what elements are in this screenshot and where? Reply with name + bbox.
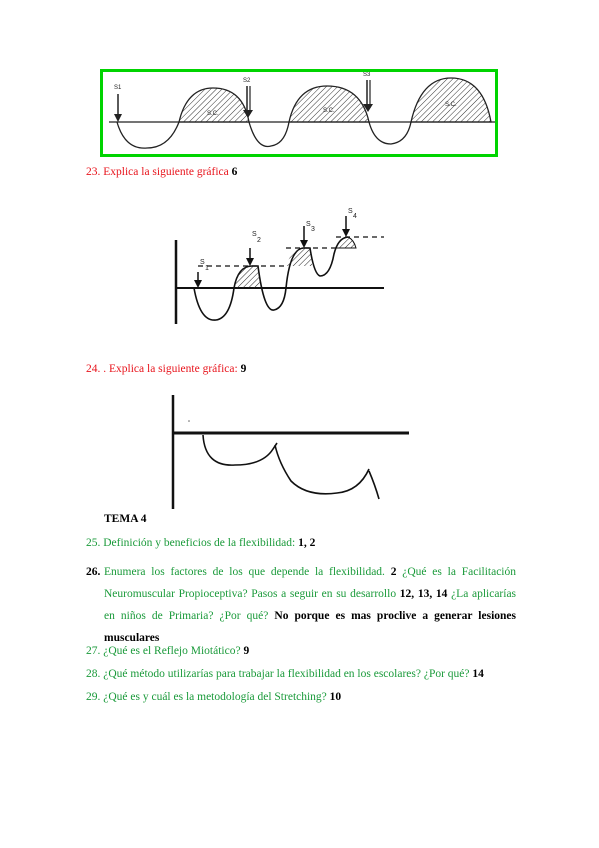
question-26	[86, 561, 516, 649]
stimulus-label: S2	[243, 78, 251, 84]
supercompensation-hump	[411, 78, 491, 122]
stimulus-label: S	[348, 208, 353, 215]
stimulus-label: S	[306, 221, 311, 228]
question-text: Definición y beneficios de la flexibilidad:	[103, 537, 296, 549]
question-number: 28.	[86, 668, 101, 680]
curve	[275, 445, 369, 494]
question-ref: 12, 13, 14	[399, 588, 448, 600]
figure-2-summation-graph	[168, 204, 388, 328]
stimulus-label-sub: 2	[257, 237, 261, 244]
curve-dip	[117, 122, 179, 148]
supercompensation-hump	[289, 86, 369, 122]
section-title: TEMA 4	[104, 513, 147, 525]
question-27	[86, 644, 249, 659]
stimulus-label: S	[200, 259, 205, 266]
curve-dip	[369, 122, 411, 144]
hatched-area	[336, 237, 356, 248]
question-number: 25.	[86, 537, 101, 549]
question-ref: 1, 2	[298, 537, 316, 549]
question-ref: 6	[231, 166, 238, 178]
stimulus-label: S	[252, 231, 257, 238]
stimulus-label-sub: 3	[311, 226, 315, 233]
stimulus-label-sub: 1	[205, 265, 209, 272]
arrow-icon	[246, 248, 254, 266]
curve	[369, 471, 379, 499]
figure-1-drawing	[103, 72, 495, 154]
arrow-icon	[114, 94, 122, 122]
question-25	[86, 536, 315, 551]
question-ref: 2	[390, 566, 397, 578]
question-ref: 10	[329, 691, 342, 703]
question-ref: 14	[472, 668, 484, 680]
hatched-area	[234, 266, 260, 288]
question-text: Explica la siguiente gráfica:	[109, 363, 238, 375]
figure-1-supercompensation	[100, 69, 498, 157]
question-text: ¿La aplicarías en niños de Primaria? ¿Por qué?	[104, 588, 517, 622]
stimulus-label: S1	[114, 85, 122, 91]
question-text: ¿Qué es la Facilitación Neuromuscular Propioceptiva? Pasos a seguir en su desarrollo	[104, 566, 516, 600]
answer-text: No porque es mas proclive a generar lesiones musculares	[104, 610, 517, 644]
region-label: S.C.	[445, 102, 457, 108]
question-number: 27.	[86, 645, 101, 657]
stimulus-label-sub: 4	[353, 213, 357, 220]
dot	[188, 420, 190, 422]
question-28	[86, 667, 484, 682]
question-number: 24. .	[86, 363, 107, 375]
question-29	[86, 690, 341, 705]
question-24	[86, 362, 246, 377]
question-ref: 9	[240, 363, 247, 375]
arrow-icon	[342, 216, 350, 237]
figure-3-graph	[165, 393, 413, 511]
curve-dip	[249, 122, 289, 147]
question-text: ¿Qué método utilizarías para trabajar la flexibilidad en los escolares? ¿Por qué?	[103, 668, 470, 680]
arrow-icon	[194, 272, 202, 288]
hatched-area	[286, 248, 312, 266]
region-label: S.C.	[323, 108, 335, 114]
question-text: Explica la siguiente gráfica	[103, 166, 229, 178]
curve	[194, 288, 234, 320]
region-label: S.C.	[207, 111, 219, 117]
question-23	[86, 165, 237, 180]
question-text: ¿Qué es y cuál es la metodología del Stretching?	[103, 691, 327, 703]
stimulus-label: S3	[363, 72, 371, 78]
question-number: 23.	[86, 166, 101, 178]
curve	[203, 435, 277, 465]
question-ref: 9	[243, 645, 250, 657]
question-text: Enumera los factores de los que depende la flexibilidad.	[104, 566, 385, 578]
question-text: ¿Qué es el Reflejo Miotático?	[103, 645, 241, 657]
question-number: 26.	[86, 566, 101, 578]
arrow-icon	[300, 226, 308, 248]
question-number: 29.	[86, 691, 101, 703]
